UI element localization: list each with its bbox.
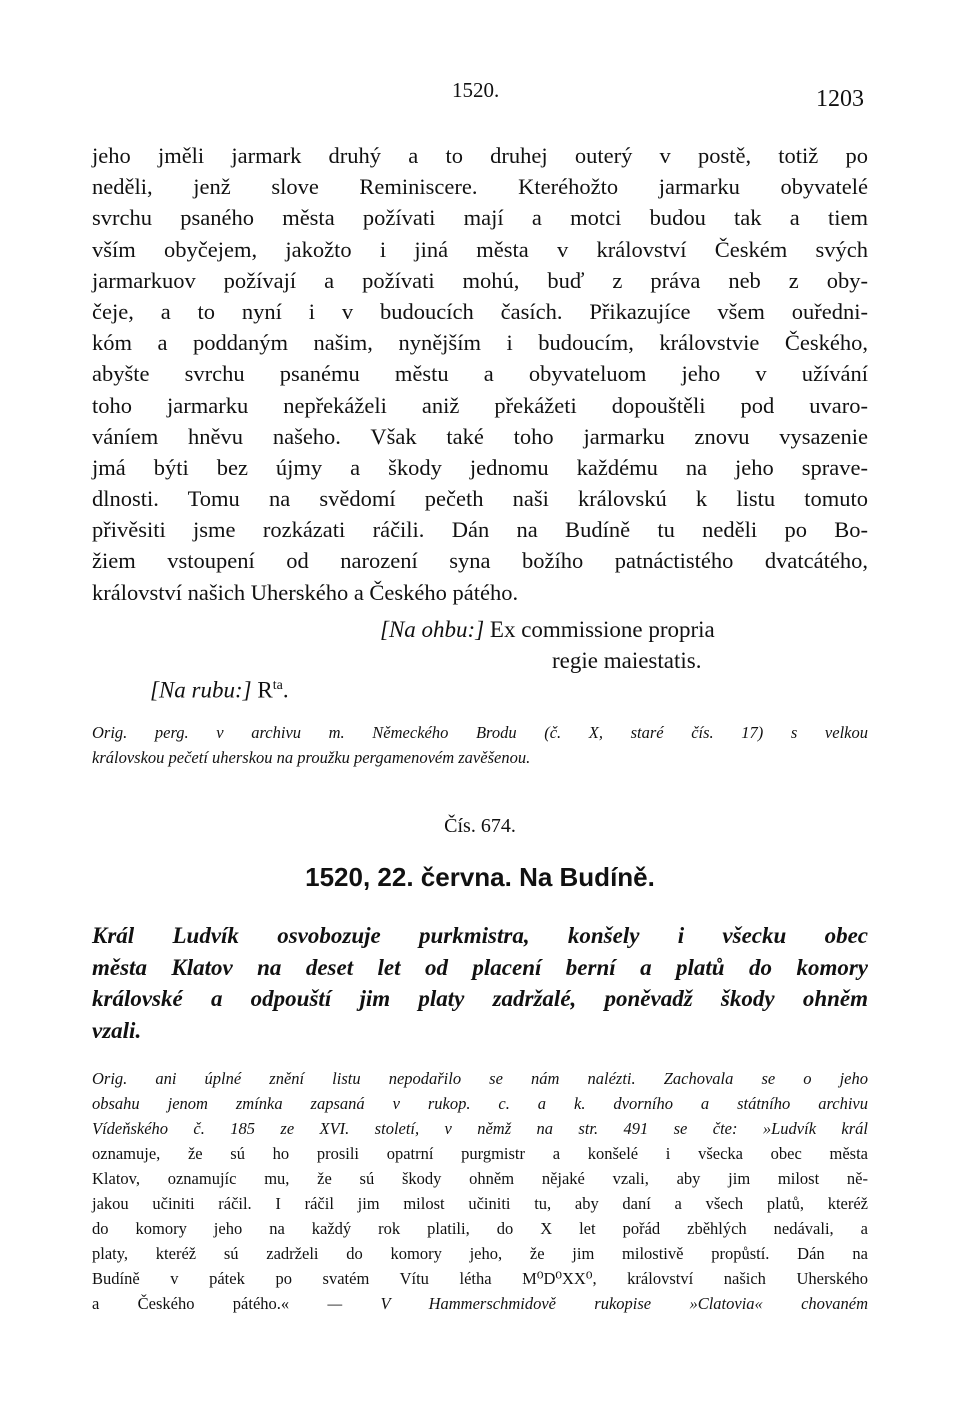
fold-endorsement [380, 614, 715, 676]
text-line: jarmarkuov požívají a požívati mohú, buď z práva neb z oby- [92, 267, 868, 293]
note-line: Orig. ani úplné znění listu nepodařilo se nám nalézti. Zachovala se o jeho [92, 1069, 868, 1088]
verso-superscript: ta [272, 678, 283, 693]
date-heading: 1520, 22. června. Na Budíně. [305, 862, 655, 892]
text-line: váníem hněvu našeho. Však také toho jarmarku znovu vysazenie [92, 423, 868, 449]
note-line: do komory jeho na každý rok platili, do X let pořád zběhlých nedávali, a [92, 1219, 868, 1238]
regest-summary [92, 920, 868, 1046]
text-line: vším obyčejem, jakožto i jiná města v království Českém svých [92, 236, 868, 262]
note-line: královskou pečetí uherskou na proužku pergamenovém zavěšenou. [92, 748, 531, 767]
source-note [92, 720, 868, 770]
note-line: Vídeňského č. 185 ze XVI. století, v němž na str. 491 se čte: »Ludvík král [92, 1119, 868, 1138]
text-line: kóm a poddaným našim, nynějším i budoucím, královstvie Českého, [92, 330, 868, 356]
verso-label: [Na rubu:] [150, 677, 252, 703]
text-line: neděli, jenž slove Reminiscere. Kteréhožto jarmarku obyvatelé [92, 174, 868, 200]
note-line: obsahu jenom zmínka zapsaná v rukop. c. a k. dvorního a státního archivu [92, 1094, 868, 1113]
text-line: jeho jměli jarmark druhý a to druhej outerý v postě, totiž po [92, 143, 868, 168]
verso-endorsement [150, 670, 289, 706]
note-line: jakou učiniti ráčil. I ráčil jim milost učiniti tu, aby daní a všech platů, kteréž [92, 1194, 868, 1213]
note-line-upright-part: a Českého pátého.« [92, 1294, 328, 1313]
page-number: 1203 [816, 86, 864, 112]
text-line: jmá býti bez újmy a škody jednomu každému na jeho sprave- [92, 454, 868, 480]
summary-line: vzali. [92, 1017, 142, 1043]
text-line: toho jarmarku nepřekáželi aniž překážeti dopouštěli pod uvaro- [92, 392, 868, 418]
verso-text: R [257, 677, 273, 703]
note-line: Klatov, oznamujíc mu, že sú škody ohněm nějaké vzali, aby jim milost ně- [92, 1169, 868, 1188]
document-number: Čís. 674. [444, 815, 516, 837]
text-line: žiem vstoupení od narození syna božího patnáctistého dvatcátého, [92, 548, 868, 574]
text-line: svrchu psaného města požívati mají a motci budou tak a tiem [92, 205, 868, 231]
text-line: abyšte svrchu psanému městu a obyvateluom jeho v užívání [92, 361, 868, 387]
fold-text-2: regie maiestatis. [552, 648, 702, 673]
note-line: oznamuje, že sú ho prosili opatrní purgmistr a konšelé i všecka obec města [92, 1144, 868, 1163]
note-line-italic-part: — V Hammerschmidově rukopise »Clatovia« chovaném [327, 1294, 868, 1313]
note-line: platy, kteréž sú zadrželi do komory jeho, že jim milostivě propůstí. Dán na [92, 1244, 868, 1263]
charter-text [92, 140, 868, 608]
text-line: království našich Uherského a Českého pátého. [92, 579, 519, 605]
summary-line: Král Ludvík osvobozuje purkmistra, konšely i všecku obec [92, 923, 868, 948]
summary-line: královské a odpouští jim platy zadržalé, poněvadž škody ohněm [92, 986, 868, 1011]
note-line: Budíně v pátek po svatém Vítu létha M⁰D⁰XX⁰, království našich Uherského [92, 1269, 868, 1288]
note-line: Orig. perg. v archivu m. Německého Brodu (č. X, staré čís. 17) s velkou [92, 723, 868, 742]
fold-label: [Na ohbu:] [380, 617, 485, 642]
header-year: 1520. [452, 78, 500, 102]
text-line: čeje, a to nyní i v budoucích časích. Přikazujíce všem ouředni- [92, 298, 868, 324]
note-line [92, 1291, 868, 1316]
verso-period: . [282, 677, 289, 703]
source-note-2 [92, 1066, 868, 1316]
summary-line: města Klatov na deset let od placení berní a platů do komory [92, 954, 868, 980]
text-line: přivěsiti jsme rozkázati ráčili. Dán na Budíně tu neděli po Bo- [92, 517, 868, 543]
text-line: dlnosti. Tomu na svědomí pečeth naši královskú k listu tomuto [92, 486, 868, 512]
fold-text-1: Ex commissione propria [489, 617, 715, 642]
